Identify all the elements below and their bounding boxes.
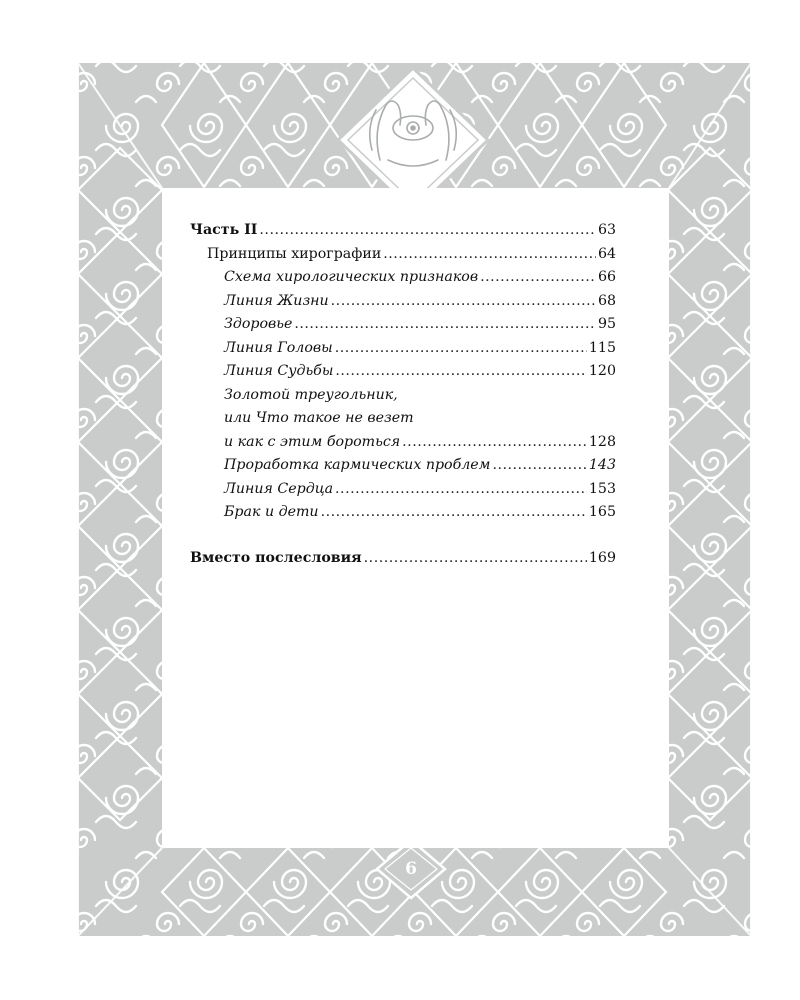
toc-part[interactable] bbox=[190, 222, 616, 246]
toc-entry-title: Линия Судьбы bbox=[224, 363, 334, 379]
toc-page-number: 153 bbox=[588, 480, 616, 497]
toc-entry[interactable] bbox=[190, 434, 616, 458]
toc-entry-line: Золотой треугольник, bbox=[224, 386, 398, 403]
toc-entry-title: Линия Сердца bbox=[224, 480, 334, 497]
page-number: 6 bbox=[405, 859, 417, 879]
toc-page-number: 64 bbox=[597, 245, 616, 262]
toc-entry[interactable] bbox=[190, 363, 616, 387]
toc-entry[interactable] bbox=[190, 269, 616, 293]
toc-page-number: 128 bbox=[588, 433, 616, 450]
toc-entry[interactable] bbox=[190, 481, 616, 505]
toc-entry[interactable] bbox=[190, 316, 616, 340]
toc-entry-title: Здоровье bbox=[224, 316, 293, 332]
toc-page-number: 66 bbox=[597, 269, 616, 285]
toc-entry-title: Проработка кармических проблем bbox=[224, 457, 491, 473]
toc-entry-title: Линия Головы bbox=[224, 339, 333, 356]
toc-entry-title: Линия Жизни bbox=[224, 292, 329, 309]
toc-chapter[interactable] bbox=[190, 246, 616, 270]
toc-page-number: 68 bbox=[597, 292, 616, 309]
toc-page-number: 63 bbox=[597, 222, 616, 238]
dot-leader bbox=[335, 363, 587, 379]
dot-leader bbox=[335, 340, 587, 356]
toc-entry-title: Схема хирологических признаков bbox=[224, 269, 479, 285]
dot-leader bbox=[383, 246, 596, 262]
toc-afterword-title: Вместо послесловия bbox=[190, 549, 362, 566]
dot-leader bbox=[331, 293, 596, 309]
toc-page-number: 95 bbox=[597, 316, 616, 332]
toc-entry[interactable] bbox=[190, 340, 616, 364]
dot-leader bbox=[364, 550, 587, 566]
toc-entry[interactable] bbox=[190, 293, 616, 317]
toc-part-title: Часть II bbox=[190, 222, 258, 238]
dot-leader bbox=[402, 434, 587, 450]
table-of-contents bbox=[190, 222, 616, 573]
toc-entry-line: или Что такое не везет bbox=[224, 410, 414, 426]
toc-page-number: 115 bbox=[588, 339, 616, 356]
dot-leader bbox=[321, 504, 587, 520]
dot-leader bbox=[335, 481, 587, 497]
toc-entry-title: Брак и дети bbox=[224, 504, 319, 520]
toc-entry[interactable] bbox=[190, 504, 616, 528]
spacer bbox=[190, 528, 616, 550]
toc-page-number: 169 bbox=[588, 549, 616, 566]
dot-leader bbox=[294, 316, 596, 332]
toc-page-number: 143 bbox=[588, 457, 616, 473]
toc-page-number: 165 bbox=[588, 504, 616, 520]
toc-afterword[interactable] bbox=[190, 550, 616, 574]
toc-page-number: 120 bbox=[588, 363, 616, 379]
toc-entry[interactable] bbox=[190, 457, 616, 481]
dot-leader bbox=[492, 457, 586, 473]
toc-chapter-title: Принципы хирографии bbox=[207, 245, 382, 262]
toc-entry-title: и как с этим бороться bbox=[224, 433, 401, 450]
dot-leader bbox=[480, 269, 596, 285]
dot-leader bbox=[259, 222, 596, 238]
